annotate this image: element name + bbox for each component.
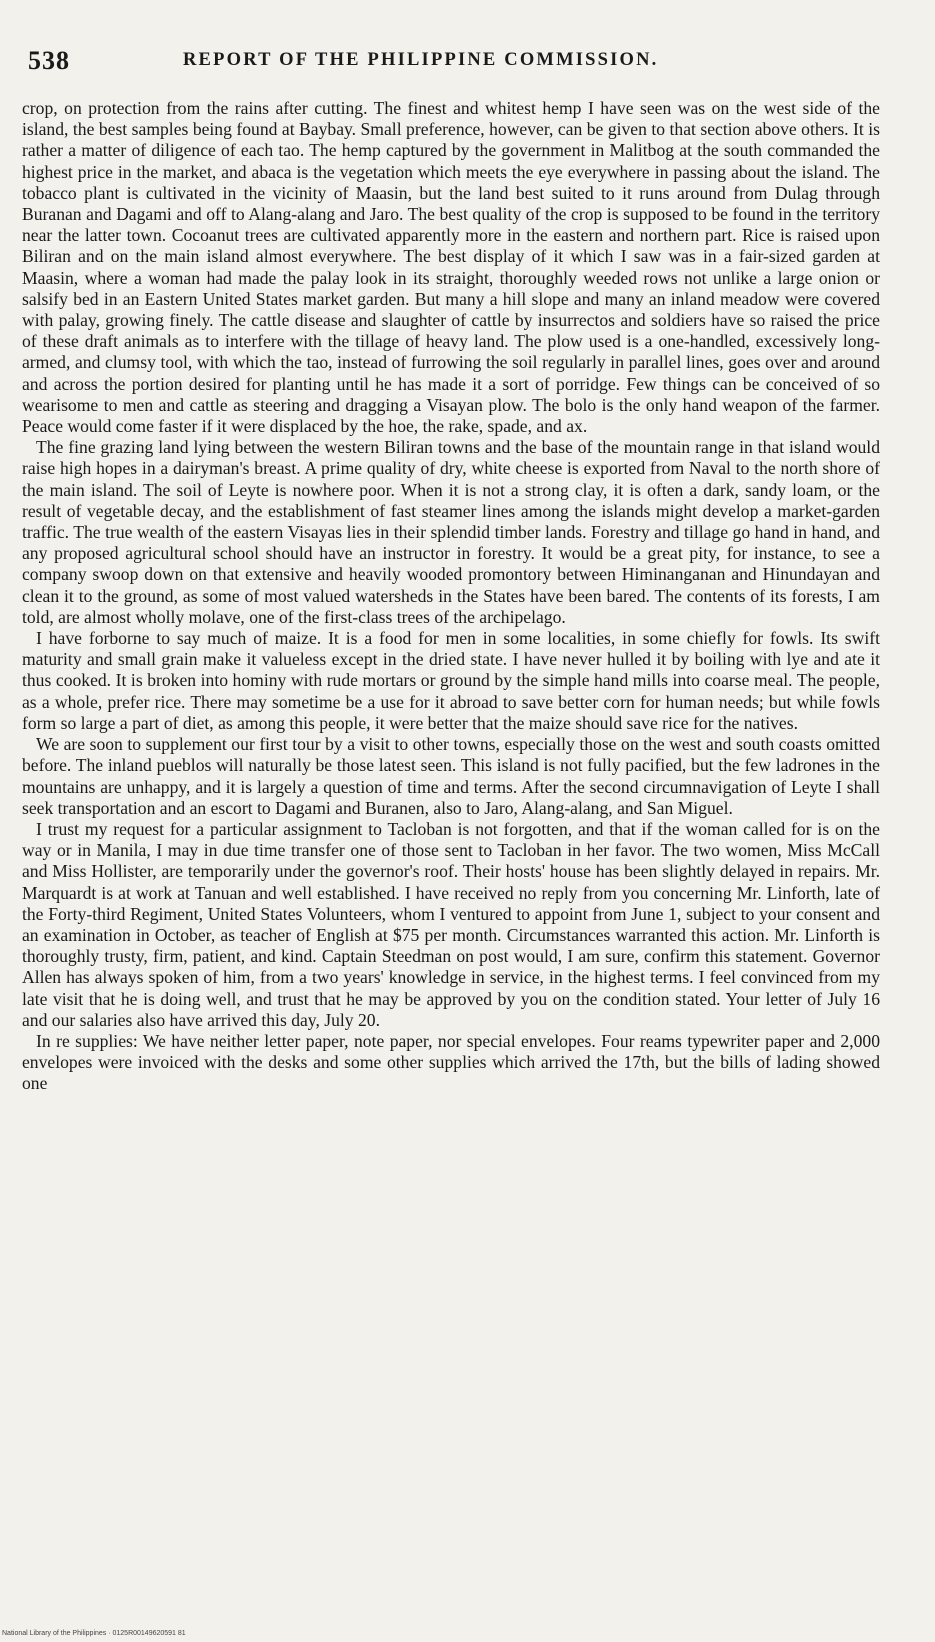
page-number: 538 [28, 46, 70, 75]
paragraph-3: I have forborne to say much of maize. It is a food for men in some localities, in some chiefly for fowls. Its swift maturity and small grain make it valueless except in the dried state. I have never hulled it by boiling with lye and ate it thus cooked. It is broken into hominy with rude mortars or ground by the simple hand mills into coarse meal. The people, as a whole, prefer rice. There may sometime be a use for it abroad to save better corn for human needs; but while fowls form so large a part of diet, as among this people, it were better that the maize should save rice for the natives. [22, 628, 880, 733]
paragraph-4: We are soon to supplement our first tour by a visit to other towns, especially those on the west and south coasts omitted before. The inland pueblos will naturally be those latest seen. This island is not fully pacified, but the few ladrones in the mountains are unhappy, and it is largely a question of time and terms. After the second circumnavigation of Leyte I shall seek transportation and an escort to Dagami and Buranen, also to Jaro, Alang-alang, and San Miguel. [22, 734, 880, 818]
running-title: REPORT OF THE PHILIPPINE COMMISSION. [183, 50, 659, 70]
document-body [22, 98, 880, 1095]
paragraph-5: I trust my request for a particular assignment to Tacloban is not forgotten, and that if the woman called for is on the way or in Manila, I may in due time transfer one of those sent to Tacloban in her favor. The two women, Miss McCall and Miss Hollister, are temporarily under the governor's roof. Their hosts' house has been slightly delayed in repairs. Mr. Marquardt is at work at Tanuan and well established. I have received no reply from you concerning Mr. Linforth, late of the Forty-third Regiment, United States Volunteers, whom I ventured to appoint from June 1, subject to your consent and an examination in October, as teacher of English at $75 per month. Circumstances warranted this action. Mr. Linforth is thoroughly trusty, firm, patient, and kind. Captain Steedman on post would, I am sure, confirm this statement. Governor Allen has always spoken of him, from a two years' knowledge in service, in the highest terms. I feel convinced from my late visit that he is doing well, and trust that he may be approved by you on the condition stated. Your letter of July 16 and our salaries also have arrived this day, July 20. [22, 818, 880, 1030]
paragraph-2: The fine grazing land lying between the western Biliran towns and the base of the mountain range in that island would raise high hopes in a dairyman's breast. A prime quality of dry, white cheese is exported from Naval to the north shore of the main island. The soil of Leyte is nowhere poor. When it is not a strong clay, it is often a dark, sandy loam, or the result of vegetable decay, and the establishment of fast steamer lines among the islands might develop a market-garden traffic. The true wealth of the eastern Visayas lies in their splendid timber lands. Forestry and tillage go hand in hand, and any proposed agricultural school should have an instructor in forestry. It would be a great pity, for instance, to see a company swoop down on that extensive and heavily wooded promontory between Himinanganan and Hinundayan and clean it to the ground, as some of most valued watersheds in the States have been bared. The contents of its forests, I am told, are almost wholly molave, one of the first-class trees of the archipelago. [22, 437, 880, 627]
library-stamp: National Library of the Philippines · 0125R00149620591 81 [2, 1630, 186, 1637]
page-header [28, 46, 728, 86]
paragraph-6: In re supplies: We have neither letter paper, note paper, nor special envelopes. Four reams typewriter paper and 2,000 envelopes were invoiced with the desks and some other supplies which arrived the 17th, but the bills of lading showed one [22, 1030, 880, 1094]
paragraph-1: crop, on protection from the rains after cutting. The finest and whitest hemp I have seen was on the west side of the island, the best samples being found at Baybay. Small preference, however, can be given to that section above others. It is rather a matter of diligence of each tao. The hemp captured by the government in Malitbog at the south commanded the highest price in the market, and abaca is the vegetation which meets the eye everywhere in passing about the island. The tobacco plant is cultivated in the vicinity of Maasin, but the land best suited to it runs around from Dulag through Buranan and Dagami and off to Alang-alang and Jaro. The best quality of the crop is supposed to be found in the territory near the latter town. Cocoanut trees are cultivated apparently more in the eastern and northern part. Rice is raised upon Biliran and on the main island almost everywhere. The best display of it which I saw was in a fair-sized garden at Maasin, where a woman had made the palay look in its straight, thoroughly weeded rows not unlike a large onion or salsify bed in an Eastern United States market garden. But many a hill slope and many an inland meadow were covered with palay, growing finely. The cattle disease and slaughter of cattle by insurrectos and soldiers have so raised the price of these draft animals as to interfere with the tillage of heavy land. The plow used is a one-handled, excessively long-armed, and clumsy tool, with which the tao, instead of furrowing the soil regularly in parallel lines, goes over and around and across the portion desired for planting until he has made it a sort of porridge. Few things can be conceived of so wearisome to men and cattle as steering and dragging a Visayan plow. The bolo is the only hand weapon of the farmer. Peace would come faster if it were displaced by the hoe, the rake, spade, and ax. [22, 98, 880, 437]
